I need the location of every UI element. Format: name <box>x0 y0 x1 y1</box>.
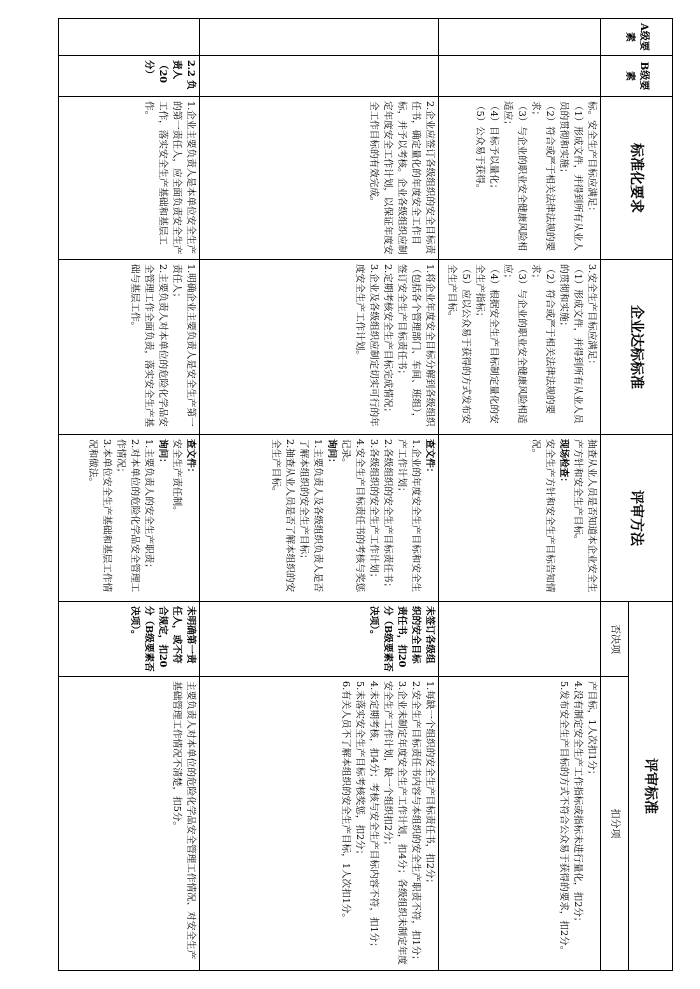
b-level-cell: 2.2 负责人（20分） <box>59 56 200 97</box>
review-header: 评审标准 <box>629 602 673 971</box>
criteria-header: 企业达标标准 <box>601 260 673 435</box>
review-standards-table <box>58 18 673 971</box>
table-row <box>200 19 439 971</box>
standard-cell: 2.企业应签订各级组织的安全目标责任书，确定量化的年度安全工作目标，并予以考核。企业各级组织应制定年度安全工作计划，以保证年度安全工作目标的有效完成。 <box>200 97 439 260</box>
veto-header: 否决项 <box>601 602 629 677</box>
standard-cell: 1.企业主要负责人是本单位安全生产的第一责任人，应全面负责安全生产工作，落实安全生产基础和基层工作。 <box>59 97 200 260</box>
b-level-header: B级要素 <box>601 56 673 97</box>
table-row <box>439 19 601 971</box>
a-level-cell <box>200 19 439 56</box>
a-level-header: A级要素 <box>601 19 673 56</box>
criteria-cell: 1.将企业年度安全目标分解到各级组织（包括各个管理部门、车间、班组），签订安全生产目标责任书； 2.定期考核安全生产目标完成情况； 3.企业及各级组织应制定切实可行的年度安全生产工作计划。 <box>200 260 439 435</box>
standard-header: 标准化要求 <box>601 97 673 260</box>
method-cell: 查文件： 安全生产责任制。 询问： 1.主要负责人的安全生产职责； 2.对本单位的危险化学品安全管理工作情况； 3.本单位安全生产基础和基层工作情况和做法。 <box>59 435 200 602</box>
b-level-cell <box>200 56 439 97</box>
a-level-cell <box>439 19 601 56</box>
deduction-cell: 产目标，1人次扣1分； 4.没有制定安全生产工作指标或指标未进行量化，扣2分； 5.发布安全生产目标的方式不符合公众易于获得的要求，扣2分。 <box>439 677 601 971</box>
method-header: 评审方法 <box>601 435 673 602</box>
criteria-cell: 1.明确企业主要负责人是安全生产第一责任人； 2.主要负责人对本单位的危险化学品安全管理工作全面负责，落实安全生产基础与基层工作。 <box>59 260 200 435</box>
deduction-cell: 主要负责人对本单位的危险化学品安全管理工作情况、对安全生产基础管理工作情况不清楚，扣5分。 <box>59 677 200 971</box>
criteria-cell: 3.安全生产目标应满足： （1）形成文件，并得到所有从业人员的贯彻和实施； （2）符合或严于相关法律法规的要求； （3）与企业的职业安全健康风险相适应； （4）根据安全生产目标制定量化的安全生产指标； （5）应以公众易于获得的方式发布安全生产目标。 <box>439 260 601 435</box>
a-level-cell <box>59 19 200 56</box>
deduction-header: 扣分项 <box>601 677 629 971</box>
deduction-cell: 1.每缺一个组织的安全生产目标责任书，扣2分； 2.安全生产目标责任书内容与本组织的安全生产职责不符，扣1分； 3.企业未制定年度安全生产工作计划，扣4分；各级组织未制定年度安全生产工作计划，缺一个组织扣2分； 4.未定期考核，扣4分；考核与安全生产目标内容不符，扣1分； 5.未落实安全生产目标考核奖惩，扣2分； 6.有关人员不了解本组织的安全生产目标，1人次扣1分。 <box>200 677 439 971</box>
veto-cell <box>439 602 601 677</box>
method-cell: 查文件： 1.企业的年度安全生产目标和安全生产工作计划； 2.各级组织的安全生产目标责任书； 3.各级组织的安全生产工作计划； 4.安全生产目标责任书的考核与奖惩记录。 询问： 1.主要负责人及各级组织负责人是否了解本组织的安全生产目标； 2.抽查从业人员是否了解本组织的安全生产目标。 <box>200 435 439 602</box>
veto-cell: 未签订各级组织的安全目标责任书，扣20分（B级要素否决项）。 <box>200 602 439 677</box>
b-level-cell <box>439 56 601 97</box>
table-row <box>59 19 200 971</box>
method-cell: 抽查从业人员是否知道本企业安全生产方针和安全生产目标。 现场检查： 安全生产方针和安全生产目标告知情况。 <box>439 435 601 602</box>
standard-cell: 标。安全生产目标应满足： （1）形成文件，并得到所有从业人员的贯彻和实施； （2）符合或严于相关法律法规的要求； （3）与企业的职业安全健康风险相适应； （4）目标予以量化； （5）公众易于获得。 <box>439 97 601 260</box>
veto-cell: 未明确第一责任人，或不符合规定，扣20分（B级要素否决项）。 <box>59 602 200 677</box>
